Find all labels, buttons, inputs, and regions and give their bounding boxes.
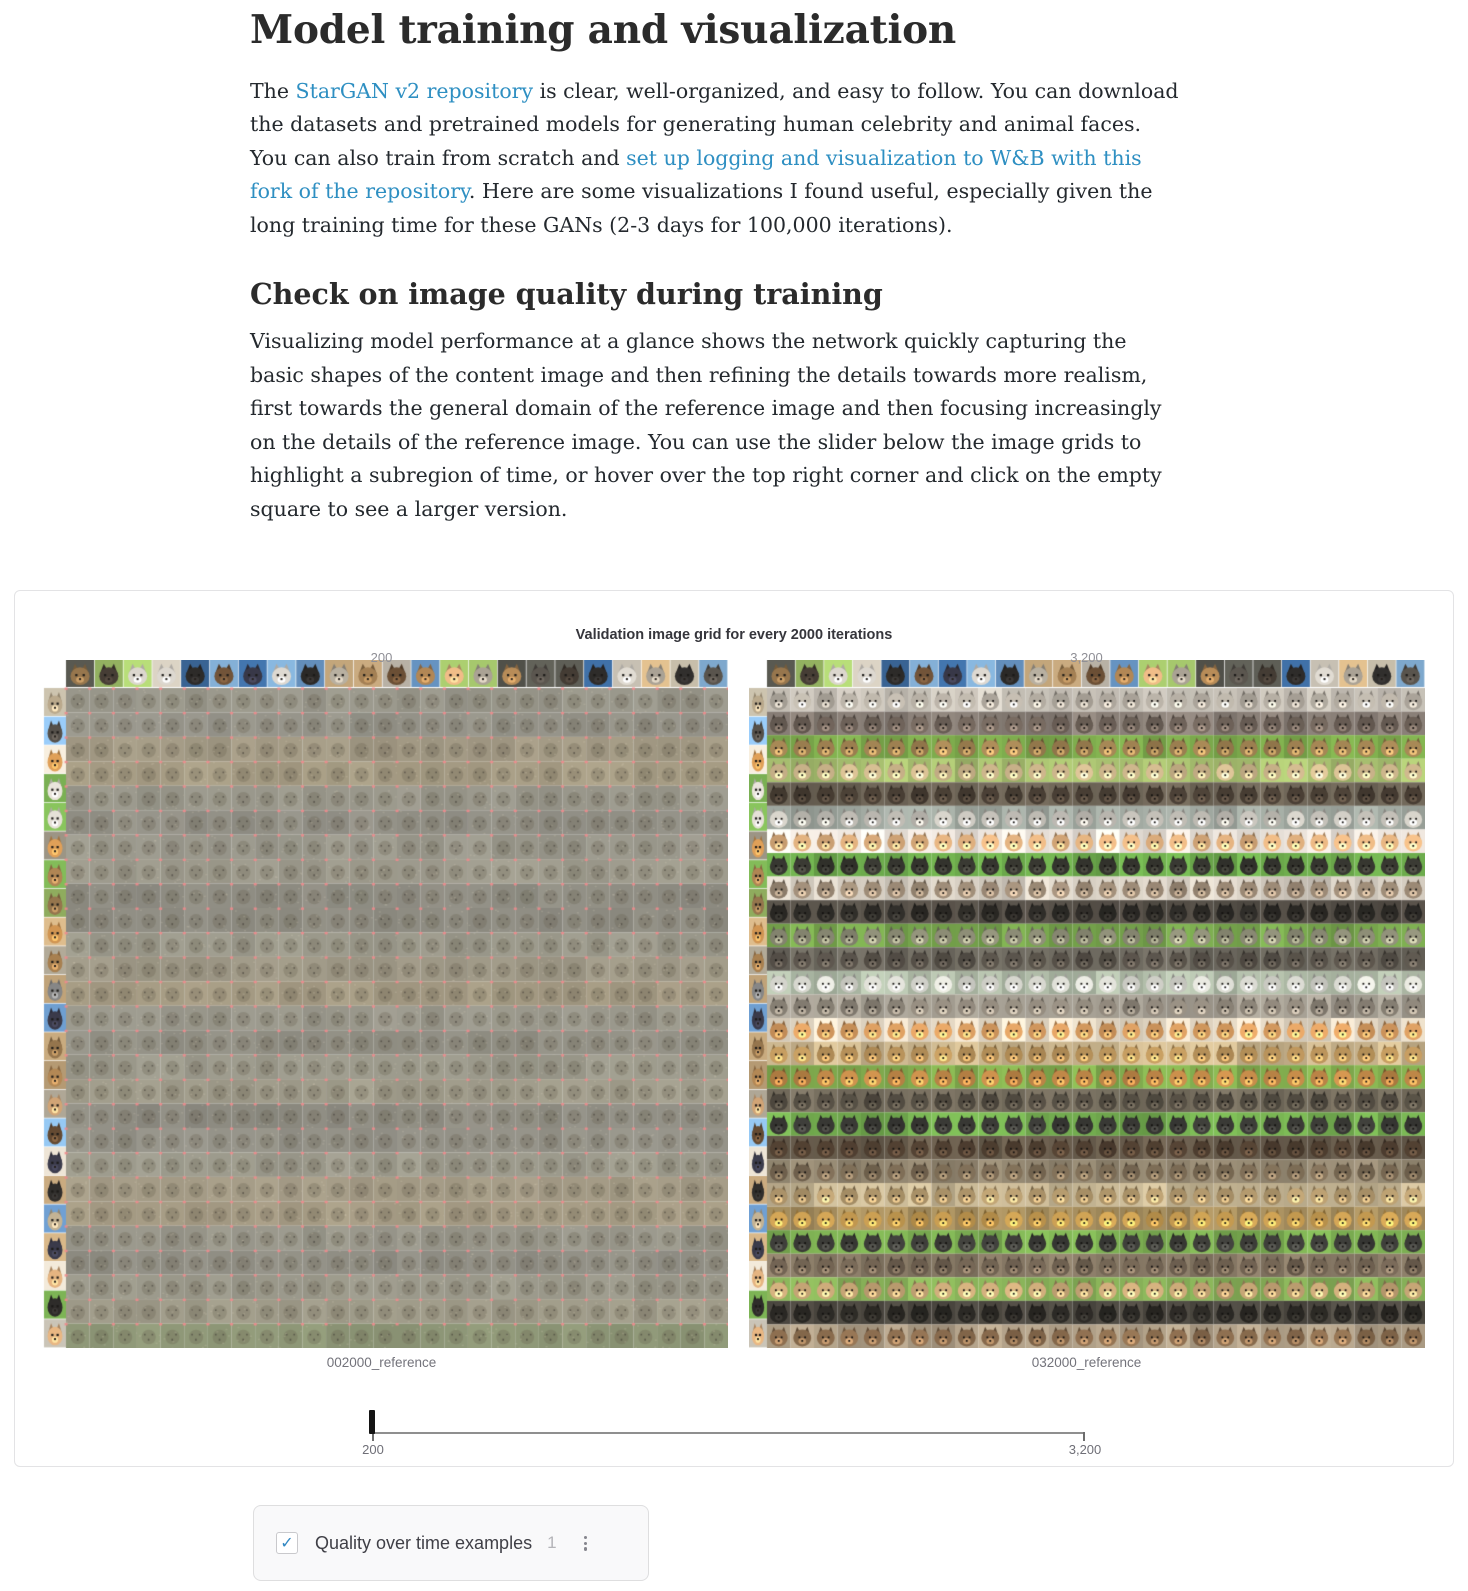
panel-count-badge: 1: [547, 1533, 557, 1553]
panel-title: Validation image grid for every 2000 iterations: [575, 627, 893, 644]
kebab-menu-icon[interactable]: [581, 1533, 590, 1554]
media-row: [15, 651, 1453, 1370]
slider-max-tick: [1083, 1432, 1085, 1441]
intro-paragraph: [250, 75, 1184, 243]
media-slot-032000: [734, 651, 1439, 1370]
validation-grid-image-032000[interactable]: [749, 660, 1425, 1348]
section-heading: Check on image quality during training: [250, 277, 883, 312]
slider-track[interactable]: [372, 1432, 1085, 1434]
step-range-slider[interactable]: [15, 1410, 1453, 1458]
media-slot-002000: [29, 651, 734, 1370]
panel-visibility-checkbox[interactable]: [276, 1532, 298, 1554]
wandb-fork-link[interactable]: set up logging and visualization to W&B with this fork of the repository: [250, 145, 1142, 204]
slider-min-label: 200: [362, 1442, 384, 1458]
panel-selector-card[interactable]: [253, 1505, 649, 1581]
validation-grid-image-002000[interactable]: [36, 660, 728, 1348]
report-article: [250, 0, 1184, 526]
checkmark-icon: ✓: [280, 1533, 294, 1553]
paragraph-text: is clear, well-organized, and easy to follow. You can download the datasets and pretrained models for generating human celebrity and animal faces. You can also train from scratch and: [250, 78, 1179, 170]
stargan-repo-link[interactable]: StarGAN v2 repository: [295, 78, 534, 103]
paragraph-text: The: [250, 78, 296, 103]
slider-handle[interactable]: [369, 1410, 375, 1434]
section-paragraph: Visualizing model performance at a glance shows the network quickly capturing the basic shapes of the content image and then refining the details towards more realism, first towards the general domain of the reference image and then focusing increasingly on the details of the reference image. You can use the slider below the image grids to highlight a subregion of time, or hover over the top right corner and click on the empty square to see a larger version.: [250, 329, 1162, 521]
media-panel: [14, 590, 1454, 1467]
paragraph-text: . Here are some visualizations I found useful, especially given the long training time for these GANs (2-3 days for 100,000 iterations).: [250, 179, 1153, 237]
step-label-left: 200: [370, 650, 393, 666]
step-label-right: 3,200: [1070, 650, 1103, 666]
panel-selector-label: Quality over time examples: [315, 1532, 533, 1553]
media-caption-left: 002000_reference: [326, 1355, 437, 1371]
page-title: Model training and visualization: [250, 7, 957, 53]
media-caption-right: 032000_reference: [1031, 1355, 1142, 1371]
slider-max-label: 3,200: [1068, 1442, 1102, 1458]
